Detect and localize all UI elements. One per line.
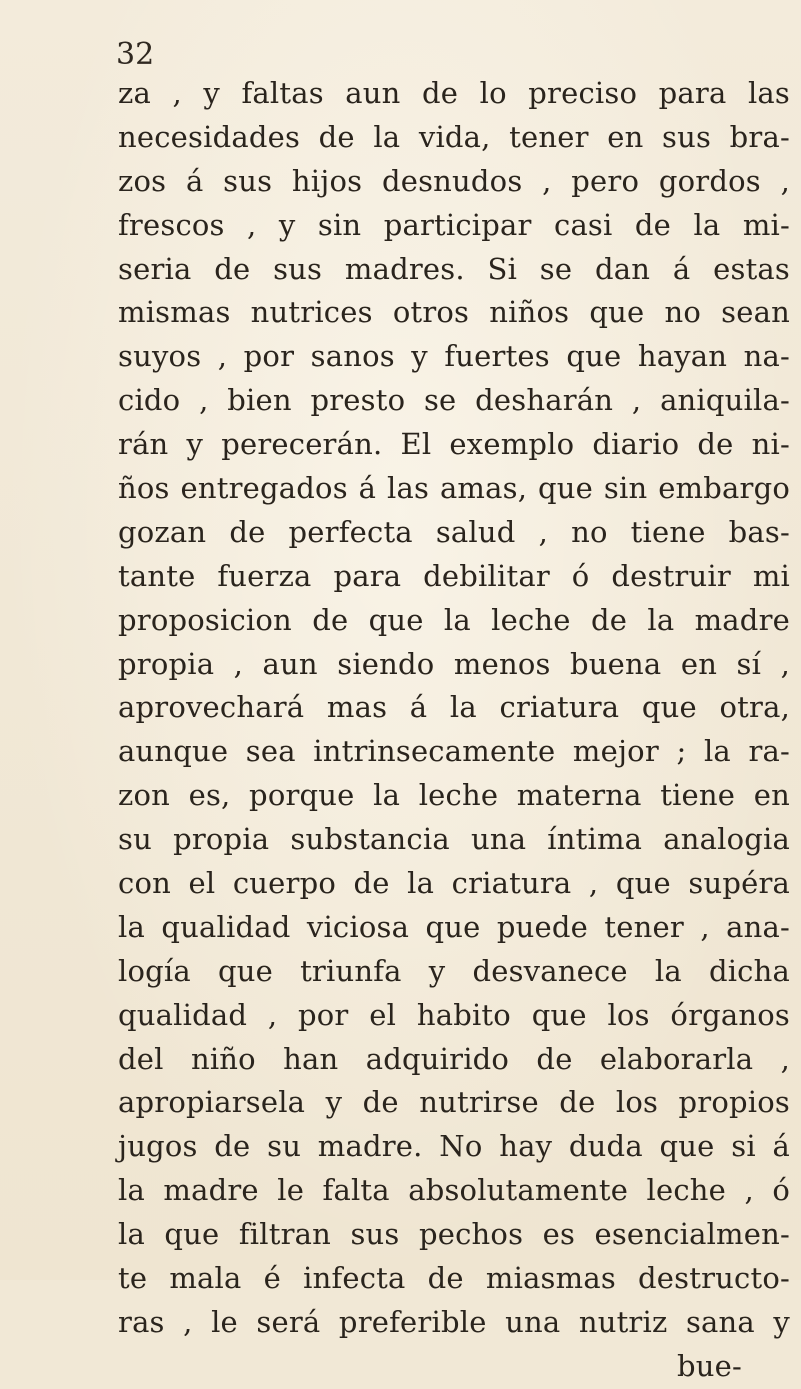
text-line: ras , le será preferible una nutriz sana y [118, 1304, 790, 1339]
body-text [118, 72, 790, 1389]
text-line: su propia substancia una íntima analogia [118, 822, 790, 857]
text-line: la madre le falta absolutamente leche , ó [118, 1173, 790, 1208]
text-line: cido , bien presto se desharán , aniquila- [118, 383, 790, 418]
text-line: frescos , y sin participar casi de la mi- [118, 207, 790, 242]
text-line: con el cuerpo de la criatura , que supéra [118, 866, 790, 901]
text-line: necesidades de la vida, tener en sus bra- [118, 119, 790, 154]
text-line: aprovechará mas á la criatura que otra, [118, 690, 790, 725]
text-line: propia , aun siendo menos buena en sí , [118, 646, 790, 681]
text-line: jugos de su madre. No hay duda que si á [118, 1129, 790, 1164]
text-line: zon es, porque la leche materna tiene en [118, 778, 790, 813]
text-line: mismas nutrices otros niños que no sean [118, 295, 790, 330]
text-line: gozan de perfecta salud , no tiene bas- [118, 514, 790, 549]
text-line: del niño han adquirido de elaborarla , [118, 1041, 790, 1076]
text-line: zos á sus hijos desnudos , pero gordos , [118, 163, 790, 198]
text-line: proposicion de que la leche de la madre [118, 602, 790, 637]
text-line: seria de sus madres. Si se dan á estas [118, 251, 790, 286]
text-line: qualidad , por el habito que los órganos [118, 997, 790, 1032]
text-line: apropiarsela y de nutrirse de los propios [118, 1085, 790, 1120]
text-line: ños entregados á las amas, que sin embargo [118, 471, 790, 506]
text-line: tante fuerza para debilitar ó destruir mi [118, 558, 790, 593]
text-line: suyos , por sanos y fuertes que hayan na- [118, 339, 790, 374]
text-line: la qualidad viciosa que puede tener , ana- [118, 909, 790, 944]
catchword: bue- [676, 1348, 742, 1383]
text-line: rán y perecerán. El exemplo diario de ni- [118, 427, 790, 462]
text-line: za , y faltas aun de lo preciso para las [118, 76, 790, 110]
text-line: te mala é infecta de miasmas destructo- [118, 1261, 790, 1296]
text-line: logía que triunfa y desvanece la dicha [118, 953, 790, 988]
page-number: 32 [116, 37, 155, 72]
text-line: aunque sea intrinsecamente mejor ; la ra- [118, 734, 790, 769]
text-line: la que filtran sus pechos es esencialmen- [118, 1217, 790, 1252]
